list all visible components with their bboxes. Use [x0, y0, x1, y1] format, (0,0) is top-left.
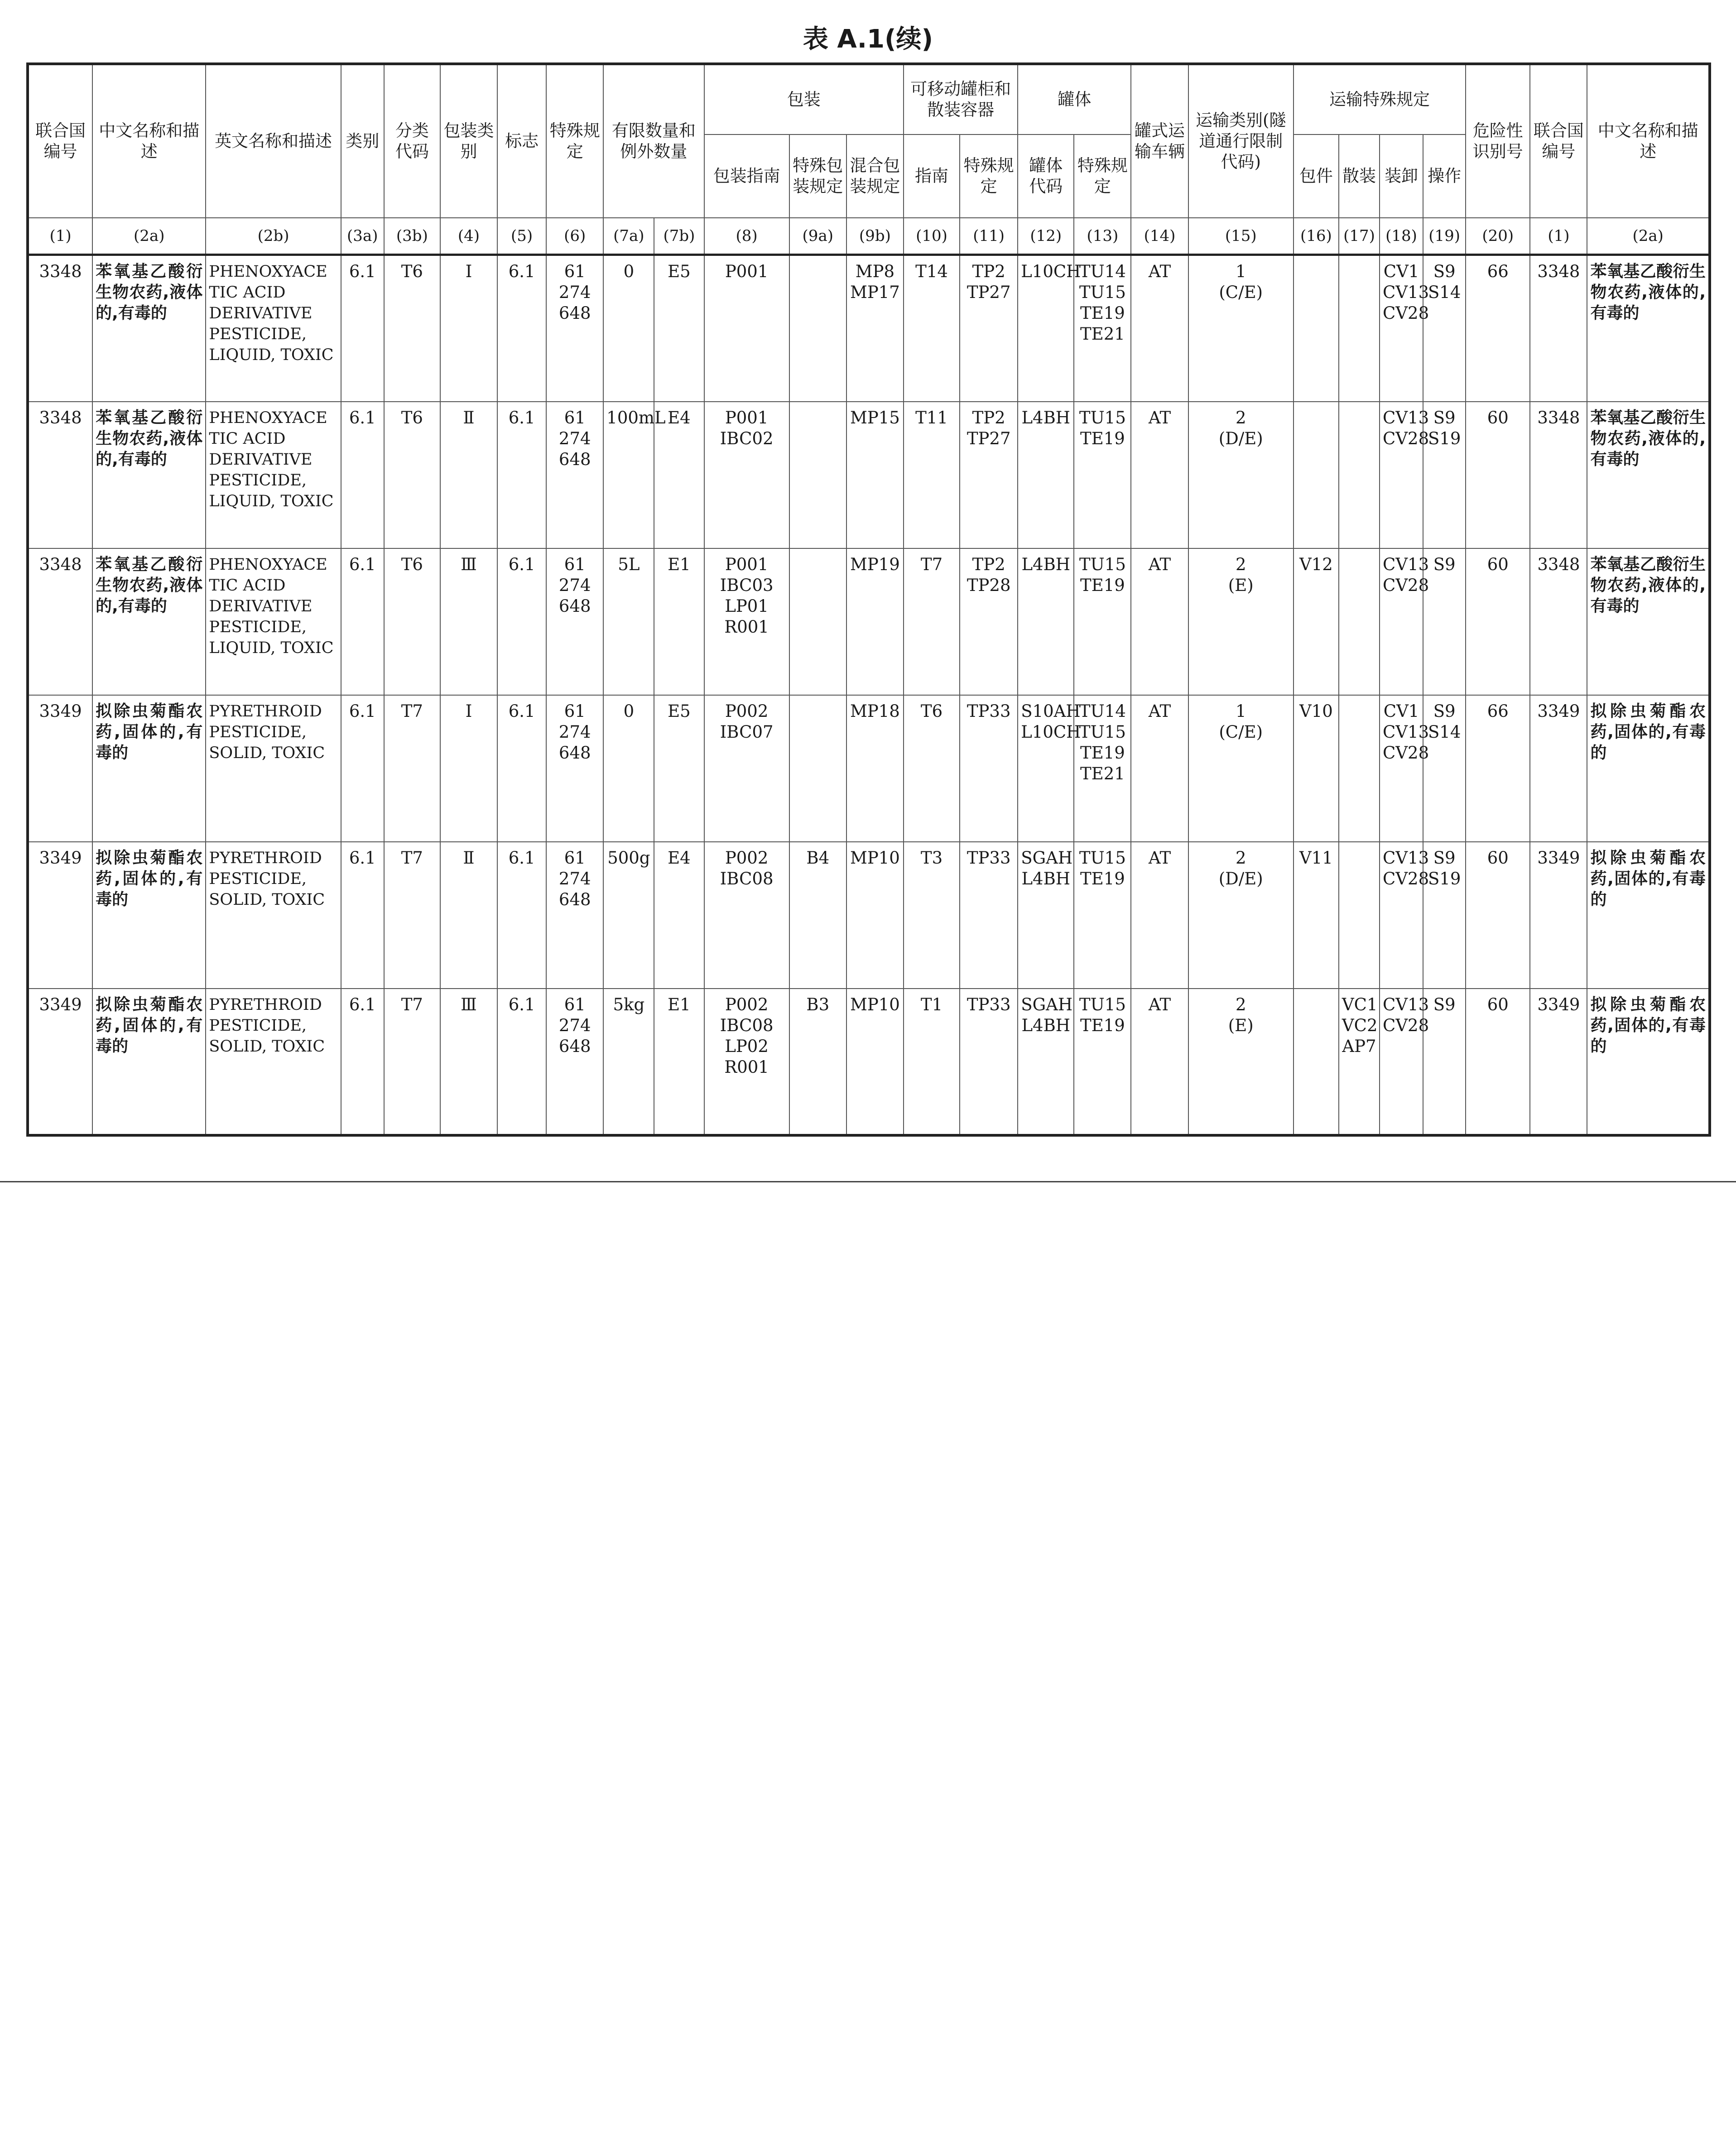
un-no-cell: 3348: [28, 402, 92, 548]
limited-quantity-cell: 5L: [603, 548, 654, 695]
special-provisions-cell: 61 274 648: [546, 695, 603, 842]
tank-vehicle-cell: AT: [1131, 695, 1188, 842]
mixed-packing-cell: MP8 MP17: [846, 255, 904, 402]
transport-category-cell: 1 (C/E): [1188, 255, 1294, 402]
un-no-cell: 3349: [28, 695, 92, 842]
un-no-cell: 3348: [28, 255, 92, 402]
packing-group-cell: Ⅲ: [440, 548, 497, 695]
label-cell: 6.1: [497, 989, 546, 1135]
column-number: (2a): [1587, 218, 1710, 255]
column-number: (2b): [206, 218, 341, 255]
transport-category-cell: 2 (E): [1188, 548, 1294, 695]
column-number-row: [28, 218, 1710, 255]
column-number: (14): [1131, 218, 1188, 255]
header-name-en: 英文名称和描述: [206, 64, 341, 218]
class-code-cell: T6: [384, 402, 440, 548]
ts-package-cell: V10: [1294, 695, 1339, 842]
ts-package-cell: [1294, 989, 1339, 1135]
special-provisions-cell: 61 274 648: [546, 402, 603, 548]
name-en-cell: PYRETHROID PESTICIDE, SOLID, TOXIC: [206, 989, 341, 1135]
class-cell: 6.1: [341, 548, 384, 695]
packing-instructions-cell: P002 IBC07: [704, 695, 789, 842]
table-row: [28, 695, 1710, 842]
table-row: [28, 989, 1710, 1135]
name-zh-repeat-cell: 苯氧基乙酸衍生物农药,液体的,有毒的: [1587, 255, 1710, 402]
special-provisions-cell: 61 274 648: [546, 255, 603, 402]
hazard-id-cell: 66: [1466, 255, 1530, 402]
column-number: (13): [1074, 218, 1131, 255]
packing-group-cell: Ⅰ: [440, 255, 497, 402]
ts-operation-cell: S9 S14: [1423, 255, 1466, 402]
special-packing-cell: [789, 402, 846, 548]
un-no-repeat-cell: 3348: [1530, 402, 1587, 548]
mixed-packing-cell: MP18: [846, 695, 904, 842]
excepted-quantity-cell: E4: [654, 402, 704, 548]
column-number: (19): [1423, 218, 1466, 255]
portable-tank-special-cell: TP33: [960, 989, 1018, 1135]
limited-quantity-cell: 0: [603, 695, 654, 842]
portable-tank-instructions-cell: T14: [904, 255, 960, 402]
transport-category-cell: 2 (D/E): [1188, 402, 1294, 548]
name-zh-cell: 拟除虫菊酯农药,固体的,有毒的: [92, 842, 206, 989]
table-row: [28, 842, 1710, 989]
header-portable-tank-instructions: 指南: [904, 134, 960, 218]
header-name-zh: 中文名称和描述: [92, 64, 206, 218]
tank-vehicle-cell: AT: [1131, 989, 1188, 1135]
tank-special-cell: TU15 TE19: [1074, 842, 1131, 989]
special-provisions-cell: 61 274 648: [546, 842, 603, 989]
header-packing-instructions: 包装指南: [704, 134, 789, 218]
tank-special-cell: TU15 TE19: [1074, 548, 1131, 695]
tank-code-cell: L10CH: [1018, 255, 1074, 402]
name-zh-cell: 苯氧基乙酸衍生物农药,液体的,有毒的: [92, 548, 206, 695]
ts-operation-cell: S9 S19: [1423, 842, 1466, 989]
header-limited-quantity: 有限数量和例外数量: [603, 64, 704, 218]
column-number: (2a): [92, 218, 206, 255]
header-class: 类别: [341, 64, 384, 218]
name-en-cell: PYRETHROID PESTICIDE, SOLID, TOXIC: [206, 842, 341, 989]
header-transport-category: 运输类别(隧道通行限制代码): [1188, 64, 1294, 218]
packing-instructions-cell: P001 IBC02: [704, 402, 789, 548]
column-number: (10): [904, 218, 960, 255]
header-tank: 罐体: [1018, 64, 1131, 134]
portable-tank-instructions-cell: T7: [904, 548, 960, 695]
label-cell: 6.1: [497, 695, 546, 842]
name-en-cell: PYRETHROID PESTICIDE, SOLID, TOXIC: [206, 695, 341, 842]
column-number: (1): [1530, 218, 1587, 255]
special-packing-cell: [789, 695, 846, 842]
ts-loading-cell: CV1 CV13 CV28: [1380, 255, 1423, 402]
hazard-id-cell: 60: [1466, 842, 1530, 989]
ts-loading-cell: CV1 CV13 CV28: [1380, 695, 1423, 842]
ts-operation-cell: S9 S19: [1423, 402, 1466, 548]
portable-tank-special-cell: TP33: [960, 842, 1018, 989]
name-zh-cell: 拟除虫菊酯农药,固体的,有毒的: [92, 695, 206, 842]
packing-instructions-cell: P001: [704, 255, 789, 402]
special-packing-cell: [789, 255, 846, 402]
hazard-id-cell: 60: [1466, 548, 1530, 695]
class-cell: 6.1: [341, 402, 384, 548]
limited-quantity-cell: 0: [603, 255, 654, 402]
special-provisions-cell: 61 274 648: [546, 989, 603, 1135]
limited-quantity-cell: 100mL: [603, 402, 654, 548]
tank-vehicle-cell: AT: [1131, 255, 1188, 402]
packing-group-cell: Ⅱ: [440, 842, 497, 989]
tank-vehicle-cell: AT: [1131, 842, 1188, 989]
un-no-cell: 3348: [28, 548, 92, 695]
class-code-cell: T7: [384, 695, 440, 842]
ts-operation-cell: S9 S14: [1423, 695, 1466, 842]
table-row: [28, 255, 1710, 402]
special-packing-cell: B4: [789, 842, 846, 989]
ts-bulk-cell: [1339, 695, 1380, 842]
column-number: (3b): [384, 218, 440, 255]
excepted-quantity-cell: E4: [654, 842, 704, 989]
tank-special-cell: TU15 TE19: [1074, 989, 1131, 1135]
column-number: (1): [28, 218, 92, 255]
special-packing-cell: [789, 548, 846, 695]
label-cell: 6.1: [497, 255, 546, 402]
column-number: (18): [1380, 218, 1423, 255]
portable-tank-special-cell: TP2 TP27: [960, 255, 1018, 402]
excepted-quantity-cell: E1: [654, 548, 704, 695]
portable-tank-special-cell: TP2 TP27: [960, 402, 1018, 548]
dangerous-goods-table: [26, 62, 1711, 1137]
ts-bulk-cell: [1339, 402, 1380, 548]
column-number: (12): [1018, 218, 1074, 255]
transport-category-cell: 1 (C/E): [1188, 695, 1294, 842]
ts-bulk-cell: [1339, 548, 1380, 695]
column-number: (8): [704, 218, 789, 255]
hazard-id-cell: 66: [1466, 695, 1530, 842]
mixed-packing-cell: MP10: [846, 842, 904, 989]
ts-loading-cell: CV13 CV28: [1380, 842, 1423, 989]
un-no-repeat-cell: 3349: [1530, 842, 1587, 989]
header-ts-package: 包件: [1294, 134, 1339, 218]
portable-tank-instructions-cell: T1: [904, 989, 960, 1135]
column-number: (15): [1188, 218, 1294, 255]
header-un-no: 联合国编号: [28, 64, 92, 218]
ts-operation-cell: S9: [1423, 989, 1466, 1135]
column-number: (17): [1339, 218, 1380, 255]
header-transport-special: 运输特殊规定: [1294, 64, 1466, 134]
name-en-cell: PHENOXYACETIC ACID DERIVATIVE PESTICIDE, LIQUID, TOXIC: [206, 255, 341, 402]
ts-bulk-cell: VC1 VC2 AP7: [1339, 989, 1380, 1135]
column-number: (9a): [789, 218, 846, 255]
excepted-quantity-cell: E5: [654, 255, 704, 402]
header-tank-code: 罐体代码: [1018, 134, 1074, 218]
class-code-cell: T7: [384, 842, 440, 989]
tank-code-cell: SGAH L4BH: [1018, 842, 1074, 989]
tank-vehicle-cell: AT: [1131, 402, 1188, 548]
column-number: (5): [497, 218, 546, 255]
name-zh-repeat-cell: 拟除虫菊酯农药,固体的,有毒的: [1587, 695, 1710, 842]
column-number: (16): [1294, 218, 1339, 255]
ts-package-cell: [1294, 402, 1339, 548]
name-zh-cell: 苯氧基乙酸衍生物农药,液体的,有毒的: [92, 255, 206, 402]
tank-special-cell: TU14 TU15 TE19 TE21: [1074, 695, 1131, 842]
packing-instructions-cell: P002 IBC08 LP02 R001: [704, 989, 789, 1135]
ts-loading-cell: CV13 CV28: [1380, 402, 1423, 548]
tank-special-cell: TU14 TU15 TE19 TE21: [1074, 255, 1131, 402]
un-no-cell: 3349: [28, 989, 92, 1135]
ts-operation-cell: S9: [1423, 548, 1466, 695]
header-mixed-packing: 混合包装规定: [846, 134, 904, 218]
tank-code-cell: L4BH: [1018, 548, 1074, 695]
name-zh-cell: 拟除虫菊酯农药,固体的,有毒的: [92, 989, 206, 1135]
label-cell: 6.1: [497, 402, 546, 548]
special-provisions-cell: 61 274 648: [546, 548, 603, 695]
header-tank-vehicle: 罐式运输车辆: [1131, 64, 1188, 218]
tank-special-cell: TU15 TE19: [1074, 402, 1131, 548]
column-number: (9b): [846, 218, 904, 255]
header-special-packing: 特殊包装规定: [789, 134, 846, 218]
class-code-cell: T7: [384, 989, 440, 1135]
header-label: 标志: [497, 64, 546, 218]
class-code-cell: T6: [384, 548, 440, 695]
ts-package-cell: [1294, 255, 1339, 402]
class-cell: 6.1: [341, 695, 384, 842]
class-cell: 6.1: [341, 255, 384, 402]
header-portable-tank-special: 特殊规定: [960, 134, 1018, 218]
column-number: (4): [440, 218, 497, 255]
header-row-1: [28, 64, 1710, 134]
column-number: (7a): [603, 218, 654, 255]
ts-bulk-cell: [1339, 842, 1380, 989]
name-zh-repeat-cell: 拟除虫菊酯农药,固体的,有毒的: [1587, 842, 1710, 989]
name-zh-cell: 苯氧基乙酸衍生物农药,液体的,有毒的: [92, 402, 206, 548]
header-ts-loading: 装卸: [1380, 134, 1423, 218]
tank-code-cell: SGAH L4BH: [1018, 989, 1074, 1135]
header-ts-operation: 操作: [1423, 134, 1466, 218]
header-portable-tank: 可移动罐柜和散装容器: [904, 64, 1018, 134]
un-no-repeat-cell: 3348: [1530, 548, 1587, 695]
portable-tank-instructions-cell: T6: [904, 695, 960, 842]
mixed-packing-cell: MP19: [846, 548, 904, 695]
un-no-repeat-cell: 3348: [1530, 255, 1587, 402]
table-row: [28, 548, 1710, 695]
header-special-provisions: 特殊规定: [546, 64, 603, 218]
transport-category-cell: 2 (E): [1188, 989, 1294, 1135]
class-cell: 6.1: [341, 989, 384, 1135]
ts-bulk-cell: [1339, 255, 1380, 402]
class-cell: 6.1: [341, 842, 384, 989]
name-en-cell: PHENOXYACETIC ACID DERIVATIVE PESTICIDE, LIQUID, TOXIC: [206, 402, 341, 548]
header-un-no-repeat: 联合国编号: [1530, 64, 1587, 218]
ts-package-cell: V12: [1294, 548, 1339, 695]
hazard-id-cell: 60: [1466, 402, 1530, 548]
transport-category-cell: 2 (D/E): [1188, 842, 1294, 989]
packing-instructions-cell: P001 IBC03 LP01 R001: [704, 548, 789, 695]
column-number: (3a): [341, 218, 384, 255]
column-number: (6): [546, 218, 603, 255]
excepted-quantity-cell: E5: [654, 695, 704, 842]
header-ts-bulk: 散装: [1339, 134, 1380, 218]
page-divider: [0, 1181, 1736, 1182]
class-code-cell: T6: [384, 255, 440, 402]
portable-tank-instructions-cell: T11: [904, 402, 960, 548]
table-title: 表 A.1(续): [803, 24, 933, 54]
table-row: [28, 402, 1710, 548]
limited-quantity-cell: 500g: [603, 842, 654, 989]
packing-group-cell: Ⅲ: [440, 989, 497, 1135]
header-packaging: 包装: [704, 64, 904, 134]
header-hazard-id: 危险性识别号: [1466, 64, 1530, 218]
un-no-repeat-cell: 3349: [1530, 989, 1587, 1135]
packing-instructions-cell: P002 IBC08: [704, 842, 789, 989]
header-class-code: 分类代码: [384, 64, 440, 218]
header-name-zh-repeat: 中文名称和描述: [1587, 64, 1710, 218]
name-zh-repeat-cell: 拟除虫菊酯农药,固体的,有毒的: [1587, 989, 1710, 1135]
portable-tank-special-cell: TP33: [960, 695, 1018, 842]
mixed-packing-cell: MP10: [846, 989, 904, 1135]
mixed-packing-cell: MP15: [846, 402, 904, 548]
hazard-id-cell: 60: [1466, 989, 1530, 1135]
column-number: (20): [1466, 218, 1530, 255]
table-body: [28, 255, 1710, 1135]
label-cell: 6.1: [497, 548, 546, 695]
portable-tank-instructions-cell: T3: [904, 842, 960, 989]
name-zh-repeat-cell: 苯氧基乙酸衍生物农药,液体的,有毒的: [1587, 548, 1710, 695]
special-packing-cell: B3: [789, 989, 846, 1135]
name-en-cell: PHENOXYACETIC ACID DERIVATIVE PESTICIDE, LIQUID, TOXIC: [206, 548, 341, 695]
un-no-repeat-cell: 3349: [1530, 695, 1587, 842]
limited-quantity-cell: 5kg: [603, 989, 654, 1135]
tank-vehicle-cell: AT: [1131, 548, 1188, 695]
header-tank-special: 特殊规定: [1074, 134, 1131, 218]
packing-group-cell: Ⅱ: [440, 402, 497, 548]
ts-package-cell: V11: [1294, 842, 1339, 989]
column-number: (7b): [654, 218, 704, 255]
tank-code-cell: L4BH: [1018, 402, 1074, 548]
excepted-quantity-cell: E1: [654, 989, 704, 1135]
name-zh-repeat-cell: 苯氧基乙酸衍生物农药,液体的,有毒的: [1587, 402, 1710, 548]
ts-loading-cell: CV13 CV28: [1380, 548, 1423, 695]
ts-loading-cell: CV13 CV28: [1380, 989, 1423, 1135]
packing-group-cell: Ⅰ: [440, 695, 497, 842]
portable-tank-special-cell: TP2 TP28: [960, 548, 1018, 695]
header-packing-group: 包装类别: [440, 64, 497, 218]
tank-code-cell: S10AH L10CH: [1018, 695, 1074, 842]
un-no-cell: 3349: [28, 842, 92, 989]
column-number: (11): [960, 218, 1018, 255]
label-cell: 6.1: [497, 842, 546, 989]
